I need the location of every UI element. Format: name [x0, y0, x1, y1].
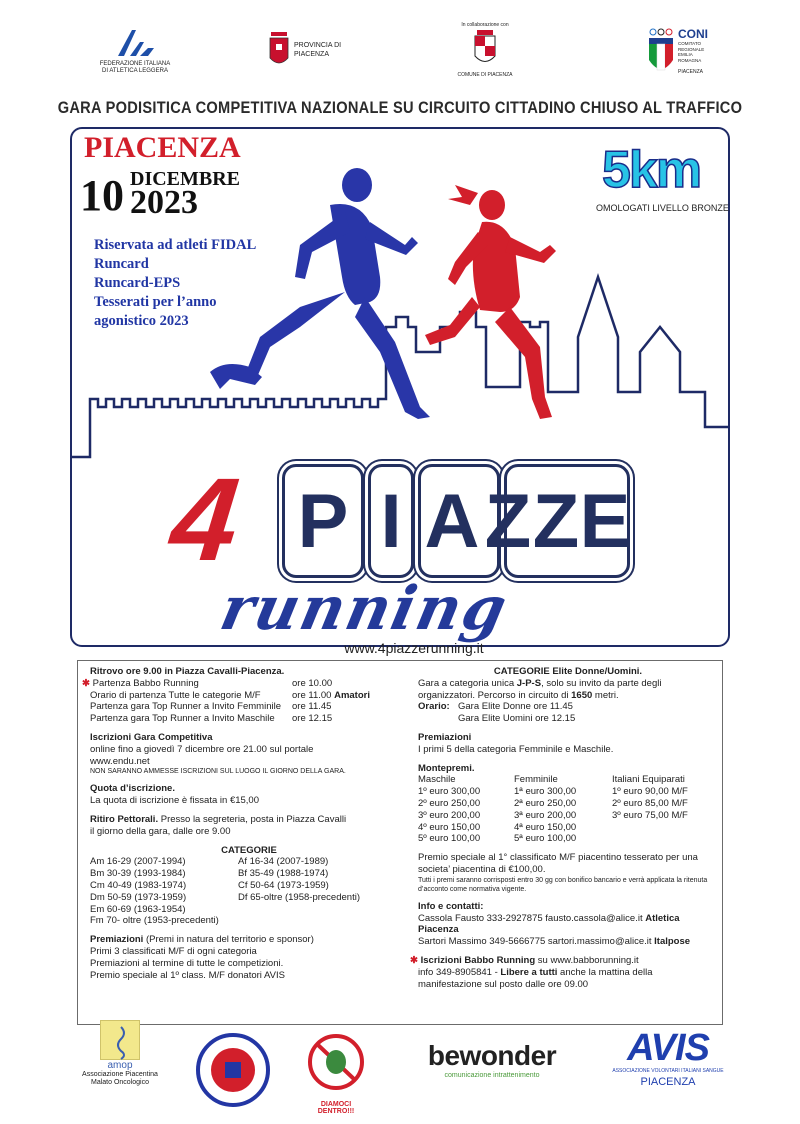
elite-premiazioni-text: I primi 5 della categoria Femminile e Maschile. — [418, 743, 614, 755]
prize-cell: 4º euro 150,00 — [418, 821, 481, 833]
category-male: Dm 50-59 (1973-1959) — [90, 891, 187, 903]
schedule-label: Partenza gara Top Runner a Invito Maschile — [90, 713, 275, 725]
eligibility-item: Riservata ad atleti FIDAL — [94, 237, 257, 253]
coni-logo — [648, 28, 738, 76]
babbo-line — [418, 967, 718, 979]
prize-cell: 1º euro 90,00 M/F — [612, 786, 688, 798]
event-city: PIACENZA — [84, 131, 241, 164]
schedule-label: Orario di partenza Tutte le categorie M/F — [90, 689, 261, 701]
categorie-row — [90, 892, 408, 904]
race-type-header: GARA PODISITICA COMPETITIVA NAZIONALE SU CIRCUITO CITTADINO CHIUSO AL TRAFFICO — [57, 98, 743, 117]
schedule-row — [82, 677, 408, 690]
categorie-row — [90, 868, 408, 880]
iscrizioni-text: online fino a giovedì 7 dicembre ore 21.00 sul portale — [90, 743, 314, 755]
babbo-highlight: Libere a tutti — [500, 966, 558, 978]
amop-logo — [70, 1020, 170, 1087]
schedule-extra: Amatori — [334, 689, 370, 701]
montepremi-row — [418, 833, 718, 845]
title-letter: Z — [532, 479, 580, 564]
title-letter: A — [424, 479, 480, 564]
prize-cell: 2º euro 250,00 — [418, 797, 481, 809]
avis-tagline: ASSOCIAZIONE VOLONTARI ITALIANI SANGUE — [612, 1068, 724, 1074]
elite-text-1 — [418, 678, 718, 690]
montepremi-row — [418, 810, 718, 822]
distance-badge: 5km — [602, 141, 701, 199]
schedule-label: Partenza gara Top Runner a Invito Femminile — [90, 701, 281, 713]
eligibility-item: Runcard-EPS — [94, 275, 181, 291]
contact-org: Atletica Piacenza — [418, 912, 680, 936]
ritrovo-text: Ritrovo ore 9.00 in Piazza Cavalli-Piacenza. — [90, 666, 285, 677]
quota-title: Quota d’iscrizione. — [90, 783, 175, 795]
sport-club-logo — [193, 1032, 273, 1113]
category-male: Cm 40-49 (1983-1974) — [90, 879, 187, 891]
montepremi-header-cell: Femminile — [514, 774, 558, 786]
title-letter: E — [579, 479, 631, 564]
schedule-time: ore 11.45 — [292, 701, 332, 713]
premiazioni-block — [90, 934, 408, 946]
montepremi-header-cell: Italiani Equiparati — [612, 774, 685, 786]
eligibility-item: Runcard — [94, 256, 149, 272]
prize-cell: 5ª euro 100,00 — [514, 833, 577, 845]
categorie-row — [90, 880, 408, 892]
category-female: Cf 50-64 (1973-1959) — [238, 879, 329, 891]
prize-cell: 1º euro 300,00 — [418, 786, 481, 798]
category-male: Bm 30-39 (1993-1984) — [90, 868, 186, 880]
prize-cell: 3º euro 75,00 M/F — [612, 809, 688, 821]
diamoci-badge-icon — [305, 1034, 367, 1096]
iscrizioni-note: NON SARANNO AMMESSE ISCRIZIONI SUL LUOGO IL GIORNO DELLA GARA. — [90, 768, 346, 776]
avis-wordmark: AVIS — [627, 1027, 709, 1069]
prize-cell: 3ª euro 200,00 — [514, 809, 577, 821]
categorie-table — [90, 856, 408, 927]
fidal-logo — [85, 28, 185, 75]
info-left-column — [82, 666, 408, 981]
prize-cell: 2ª euro 250,00 — [514, 797, 577, 809]
comune-crest-icon — [473, 29, 497, 69]
babbo-link[interactable]: su www.babborunning.it — [535, 954, 639, 966]
amop-icon — [101, 1021, 141, 1061]
amop-wordmark: amop — [107, 1060, 133, 1071]
categorie-row — [90, 856, 408, 868]
comune-logo — [445, 22, 525, 79]
elite-text: organizzatori. Percorso in circuito di — [418, 689, 572, 701]
coni-title: CONI — [678, 27, 708, 41]
contact-text: Cassola Fausto 333-2927875 fausto.cassola@alice.it — [418, 912, 646, 924]
event-day: 10 — [80, 171, 124, 220]
schedule-time: ore 12.15 — [292, 713, 333, 725]
category-female: Df 65-oltre (1958-precedenti) — [238, 891, 360, 903]
orario-row — [418, 701, 718, 713]
eligibility-item: Tesserati per l’anno — [94, 294, 217, 310]
orario-row — [418, 713, 718, 725]
diamoci-caption: DIAMOCI DENTRO!!! — [317, 1101, 355, 1115]
prize-cell: 2º euro 85,00 M/F — [612, 797, 688, 809]
category-female: Af 16-34 (2007-1989) — [238, 856, 329, 868]
premiazioni-subtitle: (Premi in natura del territorio e sponsor) — [143, 934, 314, 946]
amop-caption: Associazione Piacentina Malato Oncologico — [82, 1071, 158, 1086]
premiazioni-item: Premio speciale al 1º class. M/F donatori AVIS — [90, 969, 285, 981]
babbo-text: anche la mattina della — [557, 966, 653, 978]
orario-label: Orario: — [418, 701, 450, 713]
elite-premiazioni-title: Premiazioni — [418, 731, 472, 743]
star-icon: ✱ — [82, 677, 90, 689]
ritiro-text-2: il giorno della gara, dalle ore 9.00 — [90, 825, 231, 837]
babbo-title: Iscrizioni Babbo Running — [420, 954, 536, 966]
eligibility-list — [94, 236, 256, 331]
bewonder-tagline: comunicazione intrattenimento — [444, 1072, 540, 1079]
omologation-label: OMOLOGATI LIVELLO BRONZE — [596, 203, 729, 213]
circuit-length: 1650 — [571, 689, 593, 701]
provincia-caption: PROVINCIA DI PIACENZA — [294, 42, 342, 58]
fidal-icon — [110, 28, 160, 58]
website-link[interactable]: www.4piazzerunning.it — [344, 640, 484, 656]
prize-cell: 1ª euro 300,00 — [514, 786, 577, 798]
elite-text: Gara a categoria unica — [418, 677, 517, 689]
red-runner-icon — [425, 185, 556, 419]
babbo-text: info 349-8905841 - — [418, 966, 501, 978]
info-right-column — [410, 666, 718, 990]
bewonder-logo — [412, 1040, 572, 1079]
diamoci-dentro-logo — [304, 1034, 368, 1115]
prize-cell: 4ª euro 150,00 — [514, 821, 577, 833]
elite-text: metri. — [592, 689, 619, 701]
schedule-row — [90, 701, 408, 713]
montepremi-row — [418, 786, 718, 798]
categorie-row — [90, 904, 408, 916]
title-letter: Z — [484, 479, 532, 564]
elite-text: , solo su invito da parte degli — [541, 677, 662, 689]
fidal-caption: FEDERAZIONE ITALIANA DI ATLETICA LEGGERA — [99, 61, 171, 74]
event-month: DICEMBRE — [130, 168, 241, 190]
ritiro-block — [90, 814, 408, 826]
coni-city: PIACENZA — [678, 69, 704, 75]
endu-link[interactable]: www.endu.net — [90, 755, 150, 767]
category-male: Am 16-29 (2007-1994) — [90, 856, 186, 868]
premio-speciale: Premio speciale al 1° classificato M/F piacentino tesserato per una societa’ piacentina di €100,00. — [418, 852, 698, 875]
orario-item: Gara Elite Donne ore 11.45 — [458, 701, 573, 713]
montepremi-header-cell: Maschile — [418, 774, 456, 786]
club-badge-icon — [195, 1032, 271, 1108]
coni-subtitle: COMITATO REGIONALE EMILIA ROMAGNA — [678, 41, 705, 63]
orario-item: Gara Elite Uomini ore 12.15 — [458, 713, 576, 725]
babbo-block — [410, 955, 718, 967]
title-letter: I — [380, 479, 402, 564]
comune-caption-bottom: COMUNE DI PIACENZA — [457, 72, 513, 78]
montepremi-row — [418, 798, 718, 810]
provincia-logo — [268, 30, 368, 70]
info-title: Info e contatti: — [418, 900, 484, 912]
montepremi-title: Montepremi. — [418, 762, 475, 774]
montepremi-row — [418, 822, 718, 834]
schedule-time: ore 10.00 — [292, 677, 333, 689]
bewonder-wordmark: bewonder — [427, 1040, 557, 1071]
contact-text: Sartori Massimo 349-5666775 sartori.massimo@alice.it — [418, 936, 655, 948]
category-male: Fm 70- oltre (1953-precedenti) — [90, 915, 219, 927]
elite-title: CATEGORIE Elite Donne/Uomini. — [493, 666, 643, 677]
categorie-row — [90, 915, 408, 927]
contact-line — [418, 936, 718, 948]
babbo-line: manifestazione sul posto dalle ore 09.00 — [418, 978, 589, 990]
premiazioni-item: Premiazioni al termine di tutte le competizioni. — [90, 957, 284, 969]
provincia-crest-icon — [268, 30, 290, 70]
categorie-title: CATEGORIE — [221, 844, 277, 856]
title-subtitle: running — [214, 574, 515, 644]
title-number: 4 — [165, 454, 245, 586]
coni-shield-icon — [648, 28, 674, 76]
schedule-label: Partenza Babbo Running — [92, 677, 199, 689]
premiazioni-item: Primi 3 classificati M/F di ogni categoria — [90, 945, 257, 957]
quota-text: La quota di iscrizione è fissata in €15,00 — [90, 795, 259, 807]
premiazioni-title: Premiazioni — [90, 934, 144, 946]
contact-org: Italpose — [654, 936, 691, 948]
category-male: Em 60-69 (1963-1954) — [90, 903, 186, 915]
title-letter: P — [297, 479, 349, 564]
montepremi-header — [418, 774, 718, 786]
contact-line — [418, 913, 718, 937]
category-female: Bf 35-49 (1988-1974) — [238, 868, 329, 880]
iscrizioni-title: Iscrizioni Gara Competitiva — [90, 731, 213, 743]
elite-category: J-P-S — [516, 677, 542, 689]
montepremi-table — [418, 774, 718, 845]
eligibility-item: agonistico 2023 — [94, 313, 189, 329]
comune-caption-top: In collaborazione con — [461, 22, 509, 28]
elite-text-2 — [418, 690, 718, 702]
avis-city: PIACENZA — [640, 1076, 696, 1088]
schedule-row — [90, 713, 408, 725]
prize-cell: 5º euro 100,00 — [418, 833, 481, 845]
schedule-row — [90, 690, 408, 702]
event-year: 2023 — [130, 184, 198, 221]
prize-cell: 3º euro 200,00 — [418, 809, 481, 821]
star-icon: ✱ — [410, 954, 418, 966]
schedule-time: ore 11.00 — [292, 689, 332, 701]
ritiro-text: Presso la segreteria, posta in Piazza Cavalli — [158, 813, 347, 825]
avis-logo — [608, 1028, 728, 1088]
premio-note: Tutti i premi saranno corrisposti entro 30 gg con bonifico bancario e verrà applicata la ritenuta d’acconto come normativa vigente. — [418, 876, 708, 893]
ritiro-title: Ritiro Pettorali. — [90, 813, 159, 825]
